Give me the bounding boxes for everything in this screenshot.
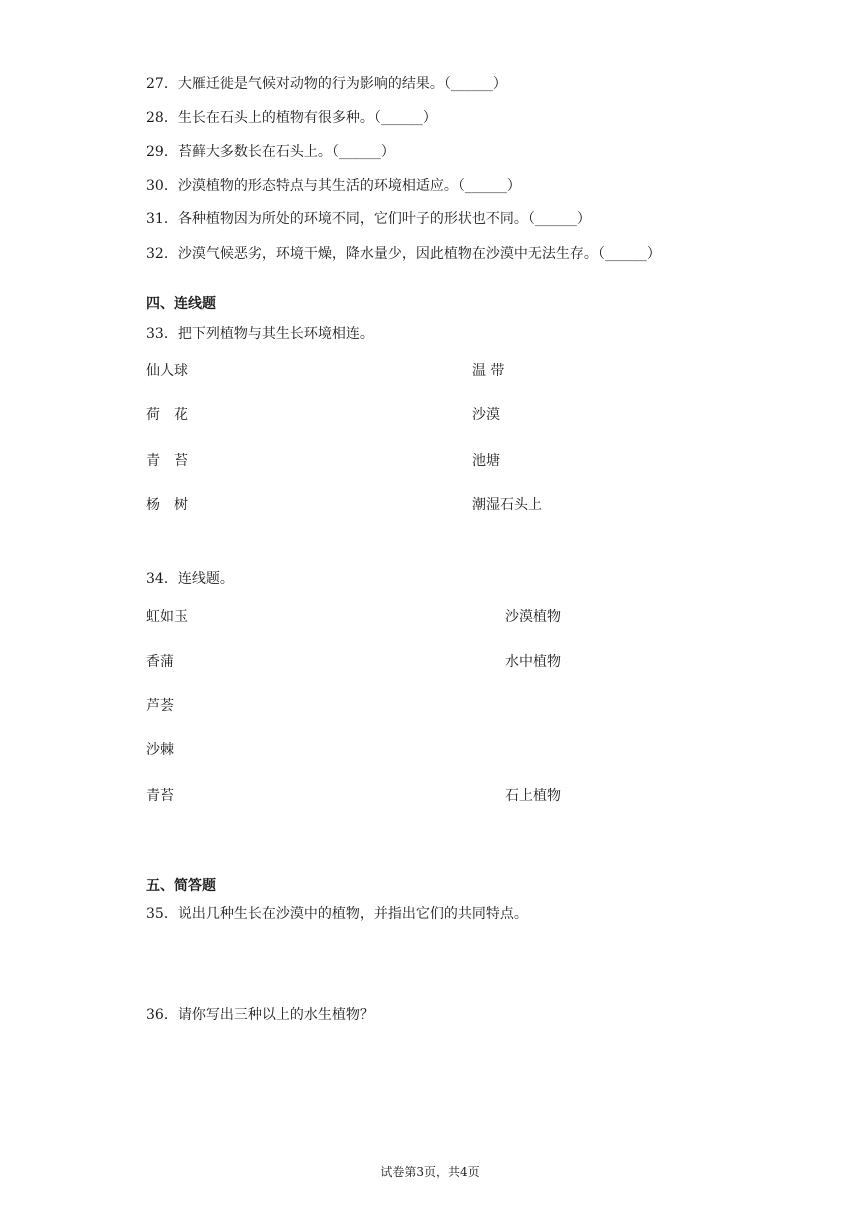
q34-right-item: 沙漠植物 [505, 609, 561, 625]
question-27: 27．大雁迁徙是气候对动物的行为影响的结果。（______） [146, 76, 507, 92]
q33-right-item: 温 带 [472, 363, 505, 379]
q33-right-item: 池塘 [472, 453, 500, 469]
question-28: 28．生长在石头上的植物有很多种。（______） [146, 110, 437, 126]
q33-right-item: 沙漠 [472, 407, 500, 423]
question-34: 34．连线题。 [146, 571, 234, 587]
q34-right-item: 水中植物 [505, 654, 561, 670]
question-35: 35．说出几种生长在沙漠中的植物，并指出它们的共同特点。 [146, 906, 528, 922]
q34-left-item: 沙棘 [146, 742, 174, 758]
question-30: 30．沙漠植物的形态特点与其生活的环境相适应。（______） [146, 178, 521, 194]
q34-left-item: 青苔 [146, 788, 174, 804]
q34-right-item: 石上植物 [505, 788, 561, 804]
q34-left-item: 虹如玉 [146, 609, 188, 625]
q34-left-item: 芦荟 [146, 698, 174, 714]
question-32: 32．沙漠气候恶劣，环境干燥，降水量少，因此植物在沙漠中无法生存。（______） [146, 246, 661, 262]
q33-left-item: 荷 花 [146, 407, 188, 423]
q33-right-item: 潮湿石头上 [472, 497, 542, 513]
question-33: 33．把下列植物与其生长环境相连。 [146, 326, 374, 342]
section-heading-matching: 四、连线题 [146, 296, 216, 312]
q33-left-item: 青 苔 [146, 453, 188, 469]
section-heading-short-answer: 五、简答题 [146, 878, 216, 894]
question-29: 29．苔藓大多数长在石头上。（______） [146, 144, 395, 160]
question-31: 31．各种植物因为所处的环境不同，它们叶子的形状也不同。（______） [146, 211, 591, 227]
question-36: 36．请你写出三种以上的水生植物？ [146, 1007, 374, 1023]
q34-left-item: 香蒲 [146, 654, 174, 670]
q33-left-item: 杨 树 [146, 497, 188, 513]
q33-left-item: 仙人球 [146, 363, 188, 379]
page-footer: 试卷第3页，共4页 [380, 1165, 480, 1179]
